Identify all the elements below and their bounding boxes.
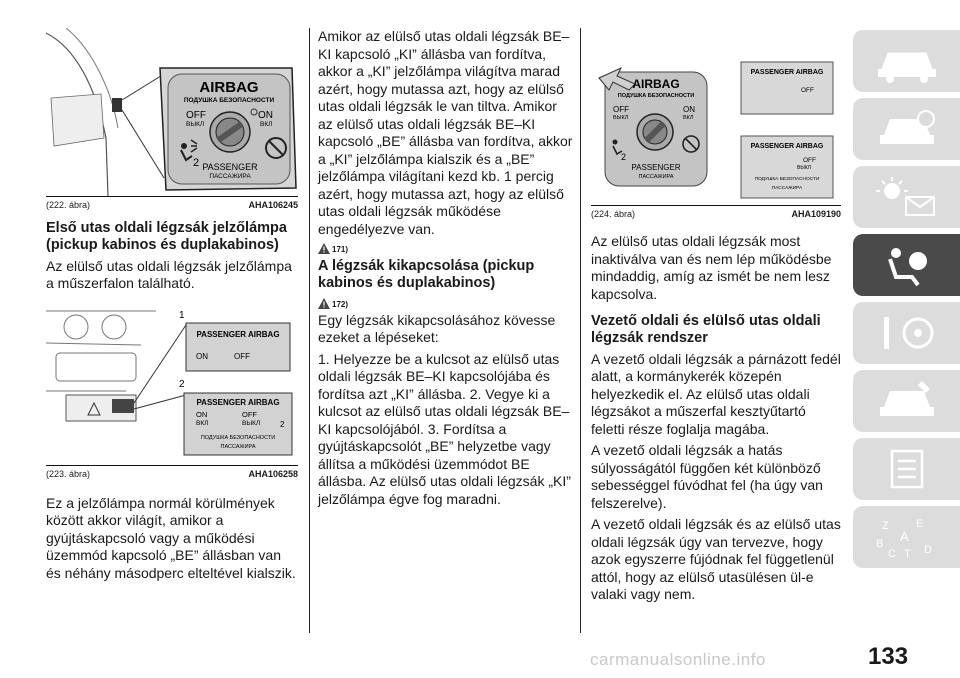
fig222-on-ru-label: ВКЛ [260, 121, 273, 128]
caption-text: (223. ábra) [46, 468, 91, 479]
fig224-panelB-ru2: ПАССАЖИРА [771, 186, 803, 191]
caption-code: AHA109190 [791, 209, 841, 219]
fig224-on-label: ON [683, 105, 695, 114]
figure-222 [46, 28, 298, 196]
column-divider [580, 28, 581, 633]
index-letter: Z [881, 520, 889, 532]
fig223-panel2-on-ru: ВКЛ [196, 419, 209, 427]
fig222-off-ru-label: ВЫКЛ [186, 121, 205, 128]
fig222-airbag-label: AIRBAG [199, 79, 259, 96]
fig224-panelA-title: PASSENGER AIRBAG [750, 69, 824, 76]
chapter-tab-driving[interactable] [853, 302, 960, 364]
figure-223-caption [46, 465, 298, 479]
fig224-passenger-ru-label: ПАССАЖИРА [638, 174, 674, 180]
fig224-ru-label: ПОДУШКА БЕЗОПАСНОСТИ [617, 93, 695, 99]
car-safety-icon [872, 107, 942, 151]
section-heading: Első utas oldali légzsák jelzőlámpa (pickup kabinos és duplakabinos) [46, 220, 287, 254]
fig223-panel1-on: ON [196, 351, 208, 361]
column-middle [318, 28, 574, 512]
paragraph: Amikor az elülső utas oldali légzsák BE–KI kapcsoló „KI” állásba van fordítva, akkor a „KI” jelzőlámpa világítva marad azért, hogy mutassa azt, hogy az elülső utas oldali légzsák le van tiltva. Amikor az elülső utas oldali légzsák BE–KI kapcsoló „BE” állásba van fordítva, akkor a „KI” jelzőlámpa kialszik és a „BE” jelzőlámpa világítani kezd kb. 1 percig azért, hogy mutassa azt, hogy az elülső utas oldali légzsák működése engedélyezve van. [318, 28, 573, 237]
warning-reference [318, 298, 574, 309]
fig224-on-ru-label: ВКЛ [683, 115, 694, 121]
page-number: 133 [868, 643, 909, 670]
warning-reference [318, 243, 574, 254]
chapter-tab-safety[interactable] [853, 98, 960, 160]
figure-224-caption [591, 205, 841, 219]
fig224-panelB-title: PASSENGER AIRBAG [750, 143, 824, 150]
paragraph: Ez a jelzőlámpa normál körülmények között akkor világít, amikor a gyújtáskapcsoló vagy a működési üzemmód kapcsoló „BE” állásban van és néhány másodperc elteltével kialszik. [46, 494, 296, 581]
column-right [591, 28, 841, 608]
fig224-off-label: OFF [613, 105, 629, 114]
fig223-panel2-off: OFF [242, 409, 257, 419]
airbag-switch-drawing [46, 28, 298, 196]
warning-triangle-icon [318, 243, 330, 254]
warning-number: 172) [332, 299, 349, 309]
fig223-panel2-ru2: ПАССАЖИРА [220, 443, 256, 450]
fig223-panel2-ru1: ПОДУШКА БЕЗОПАСНОСТИ [200, 434, 276, 441]
car-service-icon [872, 379, 942, 423]
document-list-icon [872, 447, 942, 491]
fig222-num-2: 2 [193, 157, 200, 169]
fig223-panel2-off-ru: ВЫКЛ [242, 419, 261, 427]
caption-text: (224. ábra) [591, 209, 636, 219]
fig222-ru-label: ПОДУШКА БЕЗОПАСНОСТИ [183, 97, 275, 104]
index-letter: D [923, 544, 932, 556]
index-letter: E [915, 518, 923, 530]
alphabet-index-icon [872, 515, 942, 559]
fig224-passenger-label: PASSENGER [631, 163, 681, 172]
fig224-panelB-off-ru: ВЫКЛ [797, 165, 811, 171]
caption-code: AHA106245 [248, 200, 298, 210]
car-dashboard-icon [872, 39, 942, 83]
column-divider [309, 28, 310, 633]
paragraph: Egy légzsák kikapcsolásához kövesse ezeket a lépéseket: [318, 311, 556, 346]
fig223-num-2-label: 2 [179, 378, 185, 390]
fig222-off-label: OFF [186, 110, 206, 121]
paragraph: A vezető oldali légzsák a hatás súlyosságától függően két különböző sebességgel fúvódhat fel (ha úgy van felszerelve). [591, 442, 823, 511]
warning-triangle-icon [318, 298, 330, 309]
index-letter: A [899, 529, 909, 544]
watermark: carmanualsonline.info [590, 650, 766, 669]
fig222-passenger-label: PASSENGER [202, 162, 258, 172]
paragraph: Az elülső utas oldali légzsák jelzőlámpa a műszerfalon található. [46, 257, 292, 292]
fig222-on-label: ON [258, 110, 273, 121]
column-left [46, 28, 298, 586]
paragraph: A vezető oldali légzsák a párnázott fedél alatt, a kormánykerék közepén helyezkedik el. Az elülső utas oldali légzsákot a műszerfal kesztyűtartó feletti része foglalja magába. [591, 350, 841, 437]
fig224-panelB-off: OFF [803, 157, 816, 164]
airbag-seat-icon [872, 243, 942, 287]
warning-number: 171) [332, 245, 349, 254]
fig224-panelB-ru1: ПОДУШКА БЕЗОПАСНОСТИ [754, 177, 820, 182]
fig224-airbag-label: AIRBAG [632, 77, 680, 91]
tools-steering-icon [872, 311, 942, 355]
caption-text: (222. ábra) [46, 200, 91, 210]
fig223-panel2-on: ON [196, 409, 208, 419]
fig223-panel1-title: PASSENGER AIRBAG [196, 329, 280, 339]
fig223-panel1-off: OFF [234, 351, 250, 361]
chapter-tab-dashboard[interactable] [853, 30, 960, 92]
section-heading: Vezető oldali és elülső utas oldali légzsák rendszer [591, 313, 821, 347]
section-heading: A légzsák kikapcsolása (pickup kabinos és duplakabinos) [318, 258, 535, 292]
fig223-num-1: 1 [179, 309, 185, 321]
paragraph: 1. Helyezze be a kulcsot az elülső utas oldali légzsák BE–KI kapcsolójába és fordítsa azt „KI” állásba. 2. Vegye ki a kulcsot az elülső utas oldali légzsák BE–KI kapcsolójából. 3. Fordítsa a gyújtáskapcsolót „BE” helyzetbe vagy állítsa a működési üzemmódot BE állásba. Az elülső utas oldali légzsák „KI” jelzőlámpa égve fog maradni. [318, 350, 571, 507]
index-letter: B [875, 538, 883, 550]
fig223-panel2-title: PASSENGER AIRBAG [196, 397, 280, 407]
light-envelope-icon [872, 175, 942, 219]
fig223-num-2: 2 [280, 419, 285, 429]
figure-224 [591, 28, 841, 205]
caption-code: AHA106258 [248, 468, 298, 479]
fig224-num-2: 2 [621, 152, 627, 162]
fig224-panelA-off: OFF [801, 87, 814, 94]
chapter-tab-airbag[interactable] [853, 234, 960, 296]
chapter-tab-index[interactable] [853, 506, 960, 568]
figure-223 [46, 303, 298, 465]
chapter-tab-data[interactable] [853, 438, 960, 500]
index-letter: C [887, 548, 896, 559]
fig222-passenger-ru-label: ПАССАЖИРА [209, 173, 251, 180]
fig224-off-ru-label: ВЫКЛ [613, 115, 629, 121]
index-letter: T [903, 548, 911, 559]
chapter-tab-lights[interactable] [853, 166, 960, 228]
chapter-tabs-sidebar [853, 30, 960, 574]
paragraph: Az elülső utas oldali légzsák most inaktiválva van és nem lép működésbe mindaddig, amíg az ismét be nem lesz kapcsolva. [591, 233, 832, 302]
figure-222-caption [46, 196, 298, 210]
chapter-tab-service[interactable] [853, 370, 960, 432]
dashboard-indicator-drawing [46, 303, 298, 465]
airbag-switch-indicator-drawing [591, 28, 841, 205]
paragraph: A vezető oldali légzsák és az elülső utas oldali légzsák úgy van tervezve, hogy azok egyszerre fújódnak fel függetlenül attól, hogy az elülső utasülésen ül-e valaki vagy nem. [591, 516, 841, 603]
